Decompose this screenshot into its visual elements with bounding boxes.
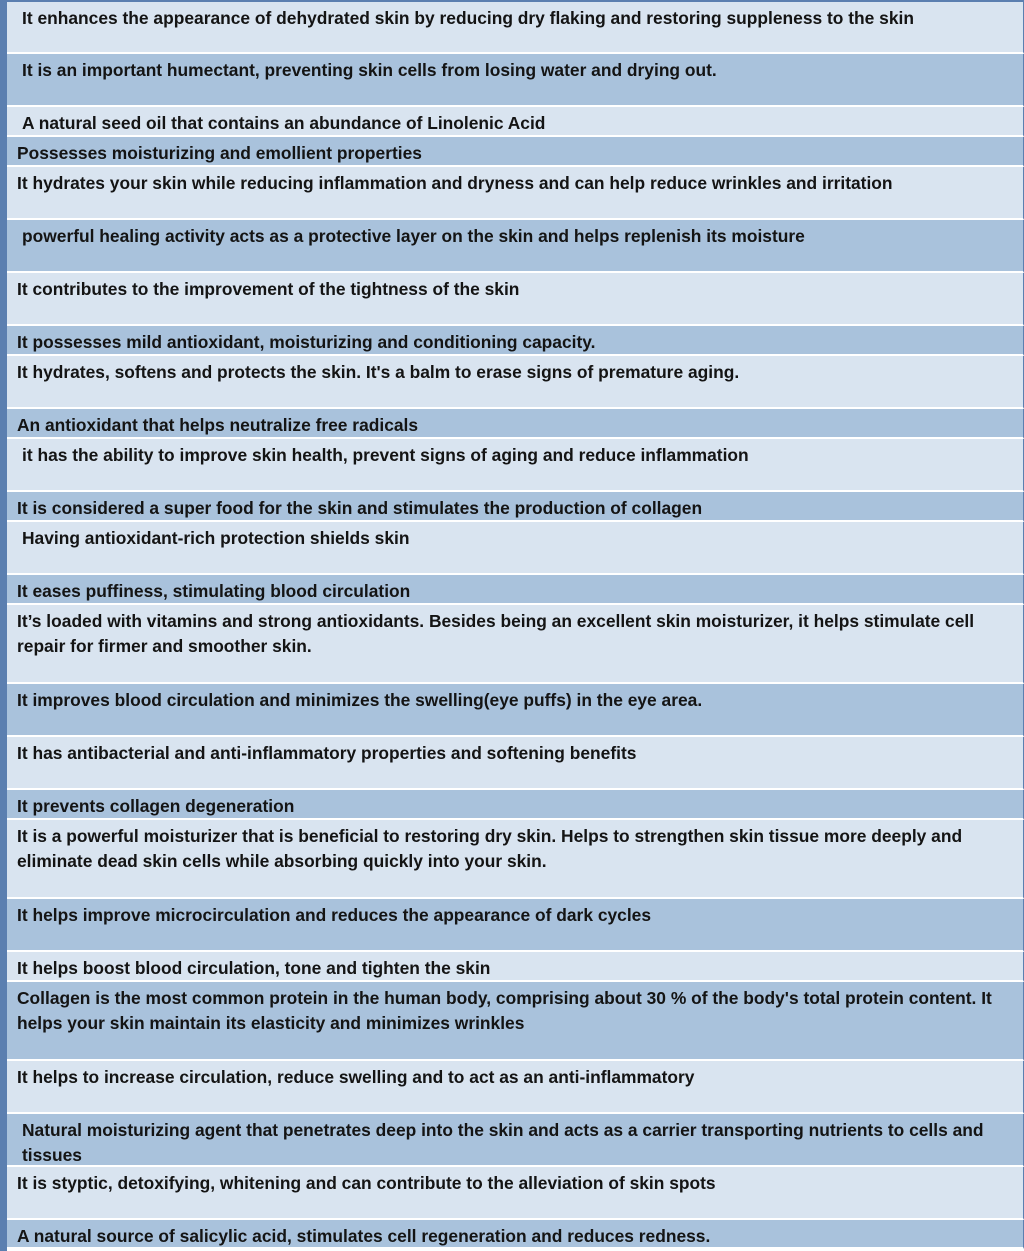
table-row: It has antibacterial and anti-inflammatory properties and softening benefits xyxy=(7,737,1024,790)
table-row: A natural seed oil that contains an abundance of Linolenic Acid xyxy=(7,107,1024,137)
table-row: It is considered a super food for the skin and stimulates the production of collagen xyxy=(7,492,1024,522)
table-row: Having antioxidant-rich protection shields skin xyxy=(7,522,1024,575)
table-row: powerful healing activity acts as a protective layer on the skin and helps replenish its moisture xyxy=(7,220,1024,273)
table-row: It’s loaded with vitamins and strong antioxidants. Besides being an excellent skin moisturizer, it helps stimulate cell repair for firmer and smoother skin. xyxy=(7,605,1024,684)
table-row: It contributes to the improvement of the tightness of the skin xyxy=(7,273,1024,326)
table-row: It prevents collagen degeneration xyxy=(7,790,1024,820)
table-row: Collagen is the most common protein in the human body, comprising about 30 % of the body's total protein content. It helps your skin maintain its elasticity and minimizes wrinkles xyxy=(7,982,1024,1061)
table-row: It is a powerful moisturizer that is beneficial to restoring dry skin. Helps to strengthen skin tissue more deeply and eliminate dead skin cells while absorbing quickly into your skin. xyxy=(7,820,1024,899)
table-row: It eases puffiness, stimulating blood circulation xyxy=(7,575,1024,605)
table-row: It helps boost blood circulation, tone and tighten the skin xyxy=(7,952,1024,982)
table-row: Possesses moisturizing and emollient properties xyxy=(7,137,1024,167)
table-row: It helps to increase circulation, reduce swelling and to act as an anti-inflammatory xyxy=(7,1061,1024,1114)
table-row: Natural moisturizing agent that penetrates deep into the skin and acts as a carrier transporting nutrients to cells and tissues xyxy=(7,1114,1024,1167)
table-row: It hydrates your skin while reducing inflammation and dryness and can help reduce wrinkles and irritation xyxy=(7,167,1024,220)
table-row: It enhances the appearance of dehydrated skin by reducing dry flaking and restoring suppleness to the skin xyxy=(7,2,1024,54)
table-row: A natural source of salicylic acid, stimulates cell regeneration and reduces redness. xyxy=(7,1220,1024,1249)
table-row: It possesses mild antioxidant, moisturizing and conditioning capacity. xyxy=(7,326,1024,356)
table-row: An antioxidant that helps neutralize free radicals xyxy=(7,409,1024,439)
table-row: It helps improve microcirculation and reduces the appearance of dark cycles xyxy=(7,899,1024,952)
table-row: It is styptic, detoxifying, whitening and can contribute to the alleviation of skin spots xyxy=(7,1167,1024,1220)
table-row: It is an important humectant, preventing skin cells from losing water and drying out. xyxy=(7,54,1024,107)
table-row: It improves blood circulation and minimizes the swelling(eye puffs) in the eye area. xyxy=(7,684,1024,737)
table-row: It hydrates, softens and protects the skin. It's a balm to erase signs of premature aging. xyxy=(7,356,1024,409)
table-row: it has the ability to improve skin health, prevent signs of aging and reduce inflammation xyxy=(7,439,1024,492)
